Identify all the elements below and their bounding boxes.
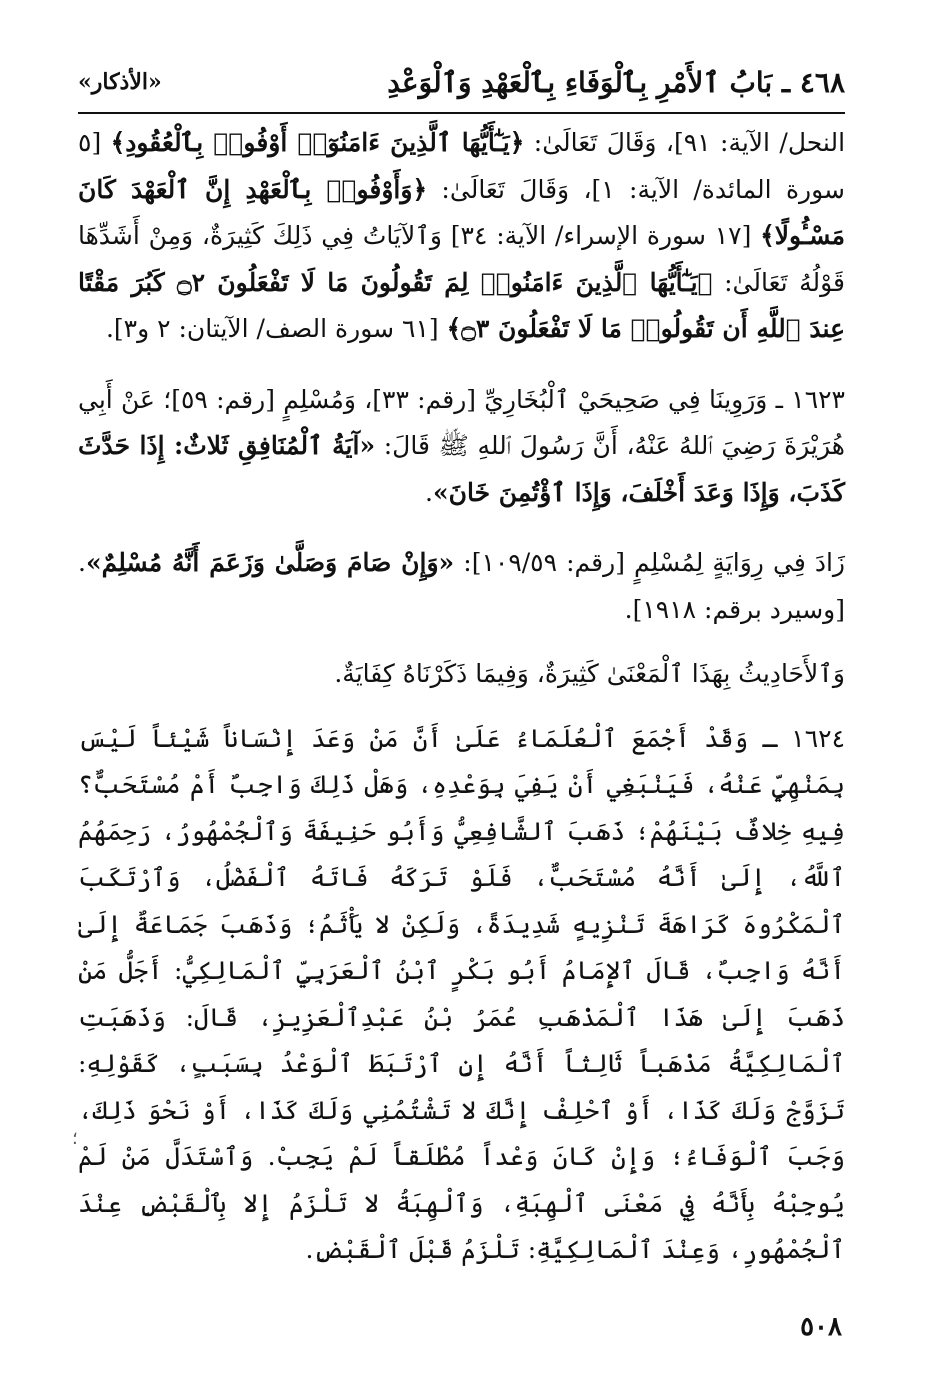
addition-hadith-text: «وَإِنْ صَامَ وَصَلَّىٰ وَزَعَمَ أَنَّهُ مُسْلِمٌ» xyxy=(85,548,455,577)
verses-text-1: النحل/ الآية: ٩١]، وَقَالَ تَعَالَىٰ: xyxy=(524,128,846,157)
quran-verse-3: ﴿يَـٰٓأَيُّهَا ٱلَّذِينَ ءَامَنُوا۟ لِمَ تَقُولُونَ مَا لَا تَفْعَلُونَ ۝٢ كَبُرَ مَقْتًا عِندَ ٱللَّهِ أَن تَقُولُوا۟ مَا لَا تَفْعَلُونَ ۝٣﴾ xyxy=(78,267,845,343)
verses-text-2: [٥ سورة المائدة/ الآية: ١]، وَقَالَ تَعَالَىٰ: xyxy=(78,128,845,204)
quran-verse-2: ﴿وَأَوْفُوا۟ بِٱلْعَهْدِ إِنَّ ٱلْعَهْدَ كَانَ مَسْـُٔولًا﴾ xyxy=(78,174,845,250)
margin-mark: ؛ xyxy=(72,1128,78,1149)
hadith-1623-text: «آيَةُ ٱلْمُنَافِقِ ثَلاثٌ: إِذَا حَدَّثَ كَذَبَ، وَإِذَا وَعَدَ أَخْلَفَ، وَإِذَا ٱؤْتُمِنَ خَانَ» xyxy=(78,431,845,507)
verses-text-4: [٦١ سورة الصف/ الآيتان: ٢ و٣]. xyxy=(105,314,447,343)
page-body xyxy=(78,120,845,1274)
quran-verse-1: ﴿يَـٰٓأَيُّهَا ٱلَّذِينَ ءَامَنُوٓا۟ أَوْفُوا۟ بِٱلْعُقُودِ﴾ xyxy=(110,128,525,157)
page-header xyxy=(78,52,845,112)
header-rule xyxy=(78,112,845,114)
hadith-1623-paragraph xyxy=(78,377,845,517)
ruling-1624-paragraph: ١٦٢٤ ـ وَقَدْ أَجْمَعَ ٱلْعُلَمَاءُ عَلَىٰ أَنَّ مَنْ وَعَدَ إِنْسَاناً شَيْئاً لَيْسَ بِمَنْهِيٍّ عَنْهُ، فَيَنْبَغِي أَنْ يَفِيَ بِوَعْدِهِ، وَهَلْ ذَلِكَ وَاجِبٌ أَمْ مُسْتَحَبٌّ؟ فِيهِ خِلافٌ بَيْنَهُمْ؛ ذَهَبَ ٱلشَّافِعِيُّ وَأَبُو حَنِيفَةَ وَٱلْجُمْهُورُ، رَحِمَهُمُ ٱللَّهُ، إِلَىٰ أَنَّهُ مُسْتَحَبٌّ، فَلَوْ تَرَكَهُ فَاتَهُ ٱلْفَضْلُ، وَٱرْتَكَبَ ٱلْمَكْرُوهَ كَرَاهَةَ تَنْزِيهٍ شَدِيدَةً، وَلَكِنْ لا يَأْثَمُ؛ وَذَهَبَ جَمَاعَةٌ إِلَىٰ أَنَّهُ وَاجِبٌ، قَالَ ٱلإِمَامُ أَبُو بَكْرٍ ٱبْنُ ٱلْعَرَبِيِّ ٱلْمَالِكِيُّ: أَجَلُّ مَنْ ذَهَبَ إِلَىٰ هَذَا ٱلْمَذْهَبِ عُمَرُ بْنُ عَبْدِٱلْعَزِيزِ، قَالَ: وَذَهَبَتِ ٱلْمَالِكِيَّةُ مَذْهَباً ثَالِثاً أَنَّهُ إِنِ ٱرْتَبَطَ ٱلْوَعْدُ بِسَبَبٍ، كَقَوْلِهِ: تَزَوَّجْ وَلَكَ كَذَا، أَوْ ٱحْلِفْ إِنَّكَ لا تَشْتُمُنِي وَلَكَ كَذَا، أَوْ نَحْوَ ذَلِكَ، وَجَبَ ٱلْوَفَاءُ؛ وَإِنْ كَانَ وَعْداً مُطْلَقاً لَمْ يَجِبْ. وَٱسْتَدَلَّ مَنْ لَمْ يُوجِبْهُ بِأَنَّهُ فِي مَعْنَى ٱلْهِبَةِ، وَٱلْهِبَةُ لا تَلْزَمُ إِلا بِٱلْقَبْضِ عِنْدَ ٱلْجُمْهُورِ، وَعِنْدَ ٱلْمَالِكِيَّةِ: تَلْزَمُ قَبْلَ ٱلْقَبْضِ. xyxy=(78,723,846,1264)
verses-text-3: [١٧ سورة الإسراء/ الآية: ٣٤] وَٱلآيَاتُ فِي ذَلِكَ كَثِيرَةٌ، وَمِنْ أَشَدِّهَا قَوْلُهُ تَعَالَىٰ: xyxy=(78,221,845,297)
hadith-1623-end: . xyxy=(425,477,433,507)
addition-intro: زَادَ فِي رِوَايَةٍ لِمُسْلِمٍ [رقم: ١٠٩/٥٩]: xyxy=(454,548,846,577)
verses-paragraph xyxy=(78,120,845,353)
book-name: «الأذكار» xyxy=(78,69,162,95)
muslim-addition-paragraph xyxy=(78,540,845,633)
chapter-title: ٤٦٨ ـ بَابُ ٱلأَمْرِ بِٱلْوَفَاءِ بِٱلْعَهْدِ وَٱلْوَعْدِ xyxy=(387,65,845,99)
hadith-1623-intro: ١٦٢٣ ـ وَرَوِينَا فِي صَحِيحَيْ ٱلْبُخَارِيِّ [رقم: ٣٣]، وَمُسْلِمٍ [رقم: ٥٩]؛ عَنْ أَبِي هُرَيْرَةَ رَضِيَ ٱللهُ عَنْهُ، أَنَّ رَسُولَ ٱللهِ ﷺ قَالَ: xyxy=(78,384,845,460)
page-number: ٥٠٨ xyxy=(800,1312,842,1342)
addition-end: . [وسيرد برقم: ١٩١٨]. xyxy=(78,548,845,624)
hadiths-note-paragraph: وَٱلأَحَادِيثُ بِهَذَا ٱلْمَعْنَىٰ كَثِيرَةٌ، وَفِيمَا ذَكَرْنَاهُ كِفَايَةٌ. xyxy=(334,659,845,688)
